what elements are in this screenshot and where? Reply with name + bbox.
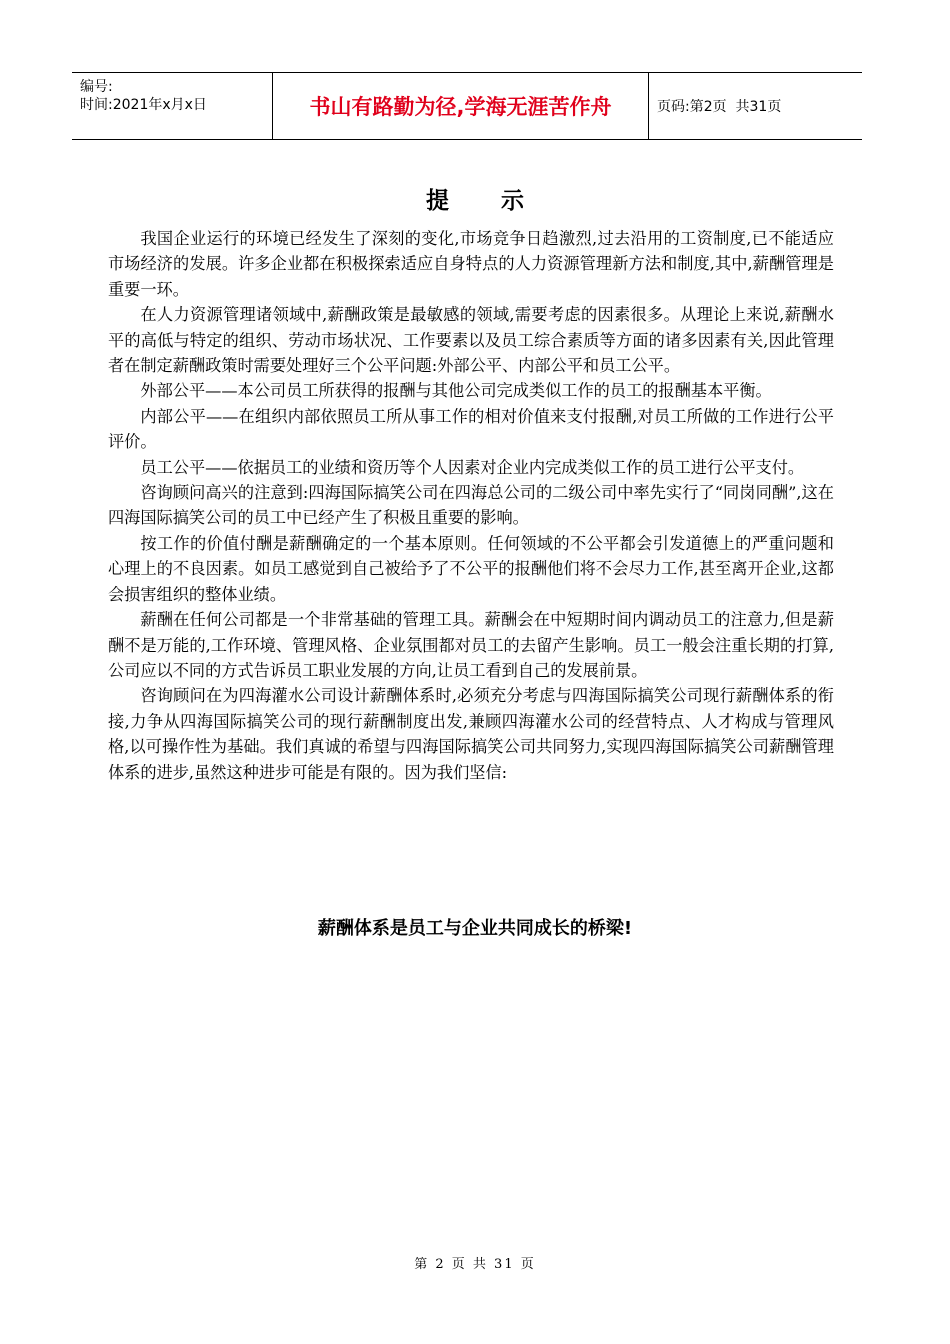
- header-meta: [72, 73, 273, 139]
- number-label: 编号:: [80, 79, 113, 95]
- header-page-info: [649, 73, 862, 139]
- paragraph: 按工作的价值付酬是薪酬确定的一个基本原则。任何领域的不公平都会引发道德上的严重问题和心理上的不良因素。如员工感觉到自己被给予了不公平的报酬他们将不会尽力工作,甚至离开企业,这都会损害组织的整体业绩。: [108, 533, 834, 604]
- page-footer: 第 2 页 共 31 页: [414, 1257, 536, 1272]
- header-motto: 书山有路勤为径,学海无涯苦作舟: [273, 73, 649, 139]
- paragraph: 咨询顾问高兴的注意到:四海国际搞笑公司在四海总公司的二级公司中率先实行了“同岗同酬”,这在四海国际搞笑公司的员工中已经产生了积极且重要的影响。: [108, 483, 834, 528]
- paragraph: 内部公平——在组织内部依照员工所从事工作的相对价值来支付报酬,对员工所做的工作进行公平评价。: [108, 406, 834, 452]
- paragraph: 薪酬在任何公司都是一个非常基础的管理工具。薪酬会在中短期时间内调动员工的注意力,但是薪酬不是万能的,工作环境、管理风格、企业氛围都对员工的去留产生影响。员工一般会注重长期的打算,公司应以不同的方式告诉员工职业发展的方向,让员工看到自己的发展前景。: [108, 610, 834, 680]
- time-label: 时间:2021年x月x日: [80, 97, 207, 113]
- paragraph: 咨询顾问在为四海灌水公司设计薪酬体系时,必须充分考虑与四海国际搞笑公司现行薪酬体系的衔接,力争从四海国际搞笑公司的现行薪酬制度出发,兼顾四海灌水公司的经营特点、人才构成与管理风格,以可操作性为基础。我们真诚的希望与四海国际搞笑公司共同努力,实现四海国际搞笑公司薪酬管理体系的进步,虽然这种进步可能是有限的。因为我们坚信:: [108, 686, 834, 782]
- page-title: 提示: [426, 188, 576, 214]
- paragraph: 外部公平——本公司员工所获得的报酬与其他公司完成类似工作的员工的报酬基本平衡。: [140, 381, 772, 401]
- page-label: 页码:第2页 共31页: [657, 99, 782, 115]
- page-header: [72, 72, 862, 140]
- slogan: 薪酬体系是员工与企业共同成长的桥梁!: [317, 918, 633, 939]
- paragraph: 员工公平——依据员工的业绩和资历等个人因素对企业内完成类似工作的员工进行公平支付。: [140, 457, 805, 477]
- body-text: [108, 226, 834, 785]
- paragraph: 在人力资源管理诸领域中,薪酬政策是最敏感的领域,需要考虑的因素很多。从理论上来说,薪酬水平的高低与特定的组织、劳动市场状况、工作要素以及员工综合素质等方面的诸多因素有关,因此管理者在制定薪酬政策时需要处理好三个公平问题:外部公平、内部公平和员工公平。: [108, 305, 834, 376]
- paragraph: 我国企业运行的环境已经发生了深刻的变化,市场竞争日趋激烈,过去沿用的工资制度,已不能适应市场经济的发展。许多企业都在积极探索适应自身特点的人力资源管理新方法和制度,其中,薪酬管理是重要一环。: [108, 229, 834, 299]
